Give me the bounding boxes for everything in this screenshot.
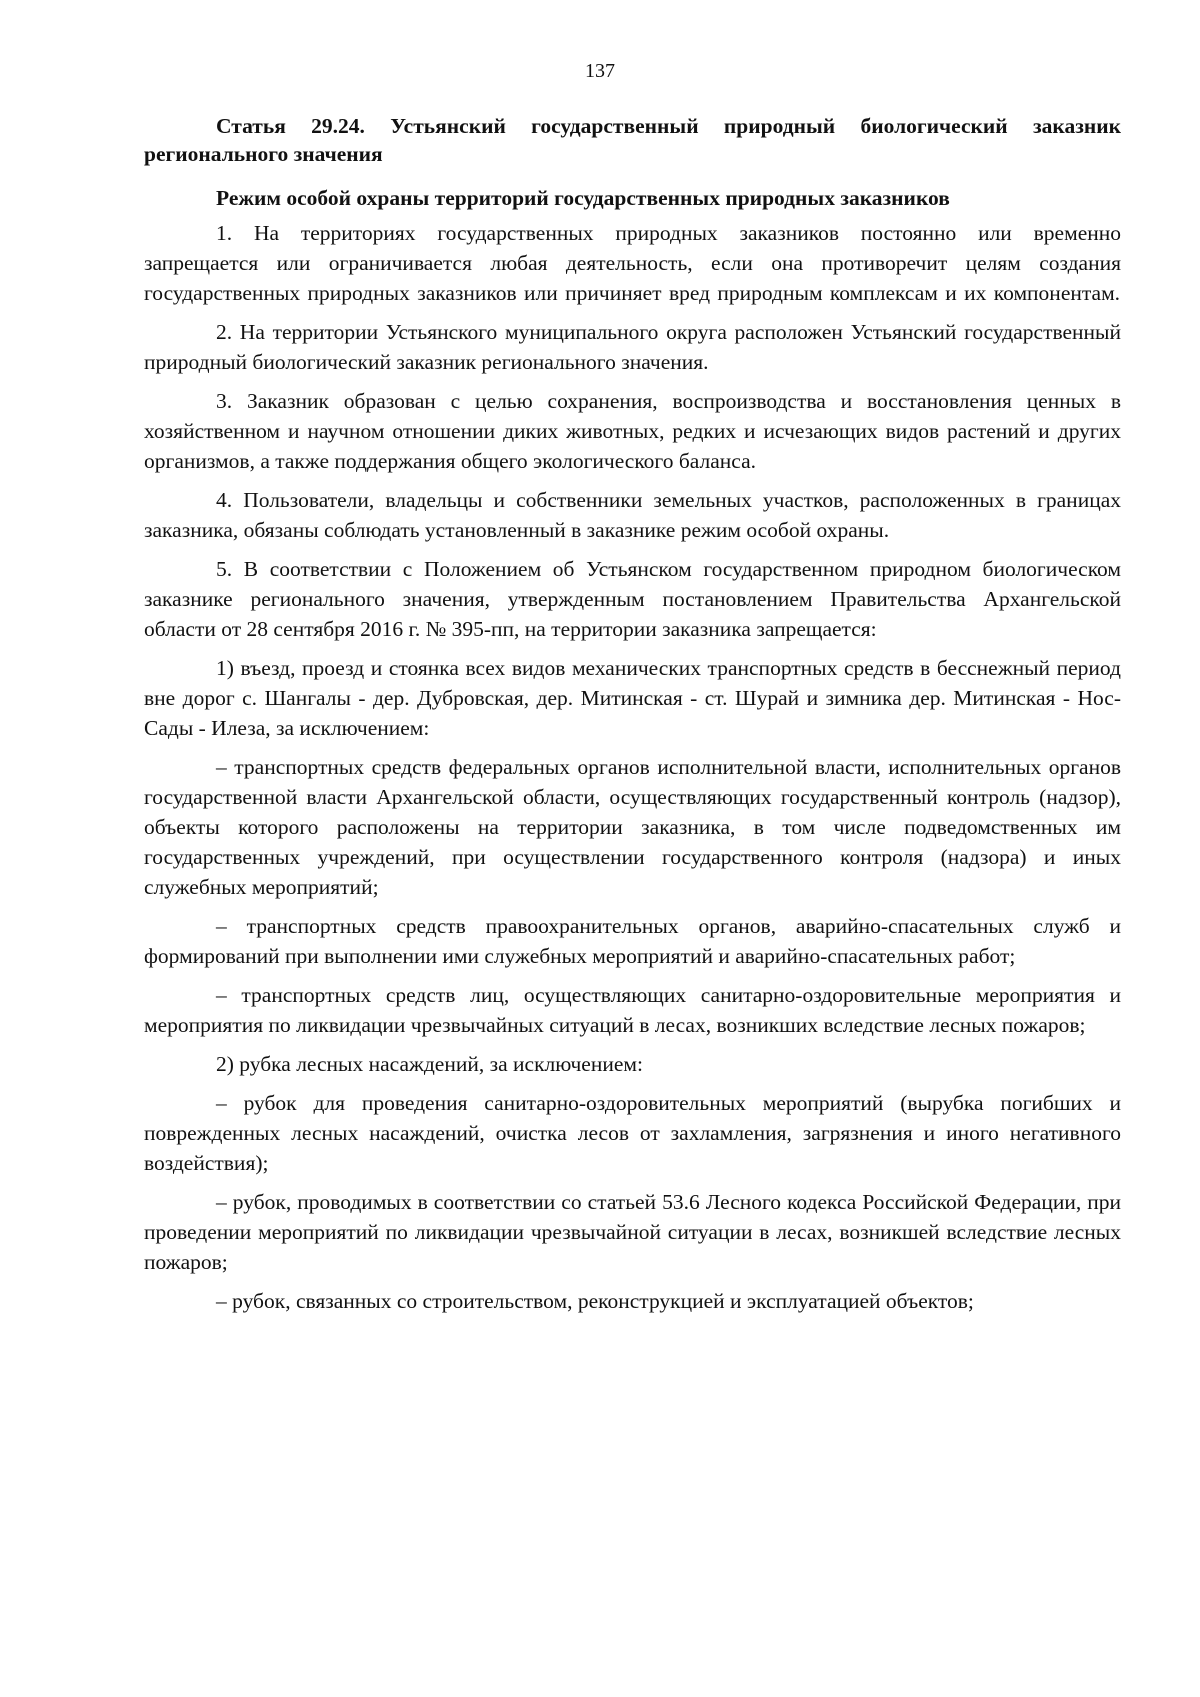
document-body [144,112,1121,1325]
list-item-2: 2) рубка лесных насаждений, за исключением: [216,1052,643,1076]
paragraph-5: 5. В соответствии с Положением об Устьянском государственном природном биологическом заказнике регионального значения, утвержденным постановлением Правительства Архангельской области от 28 сентября 2016 г. № 395-пп, на территории заказника запрещается: [144,557,1121,641]
exception-item-emergency-felling: – рубок, проводимых в соответствии со статьей 53.6 Лесного кодекса Российской Федерации, при проведении мероприятий по ликвидации чрезвычайной ситуации в лесах, возникшей вследствие лесных пожаров; [144,1190,1121,1274]
exception-item-sanitary-vehicles: – транспортных средств лиц, осуществляющих санитарно-оздоровительные мероприятия и мероприятия по ликвидации чрезвычайных ситуаций в лесах, возникших вследствие лесных пожаров; [144,983,1121,1037]
exception-item-construction-felling: – рубок, связанных со строительством, реконструкцией и эксплуатацией объектов; [216,1289,974,1313]
exception-item-sanitary-felling: – рубок для проведения санитарно-оздоровительных мероприятий (вырубка погибших и поврежденных лесных насаждений, очистка лесов от захламления, загрязнения и иного негативного воздействия); [144,1091,1121,1175]
paragraph-3: 3. Заказник образован с целью сохранения, воспроизводства и восстановления ценных в хозяйственном и научном отношении диких животных, редких и исчезающих видов растений и других организмов, а также поддержания общего экологического баланса. [144,389,1121,473]
list-item-1: 1) въезд, проезд и стоянка всех видов механических транспортных средств в бесснежный период вне дорог с. Шангалы - дер. Дубровская, дер. Митинская - ст. Шурай и зимника дер. Митинская - Нос-Сады - Илеза, за исключением: [144,656,1121,740]
article-title: Статья 29.24. Устьянский государственный природный биологический заказник регионального значения [144,114,1121,166]
exception-item-federal-vehicles: – транспортных средств федеральных органов исполнительной власти, исполнительных органов государственной власти Архангельской области, осуществляющих государственный контроль (надзор), объекты которого расположены на территории заказника, в том числе подведомственных им государственных учреждений, при осуществлении государственного контроля (надзора) и иных служебных мероприятий; [144,755,1121,899]
page-number: 137 [585,60,615,82]
paragraph-1: 1. На территориях государственных природных заказников постоянно или временно запрещается или ограничивается любая деятельность, если она противоречит целям создания государственных природных заказников или причиняет вред природным комплексам и их компонентам. [144,221,1121,305]
paragraph-4: 4. Пользователи, владельцы и собственники земельных участков, расположенных в границах заказника, обязаны соблюдать установленный в заказнике режим особой охраны. [144,488,1121,542]
paragraph-2: 2. На территории Устьянского муниципального округа расположен Устьянский государственный природный биологический заказник регионального значения. [144,320,1121,374]
section-title: Режим особой охраны территорий государственных природных заказников [216,186,950,210]
exception-item-law-enforcement-vehicles: – транспортных средств правоохранительных органов, аварийно-спасательных служб и формирований при выполнении ими служебных мероприятий и аварийно-спасательных работ; [144,914,1121,968]
